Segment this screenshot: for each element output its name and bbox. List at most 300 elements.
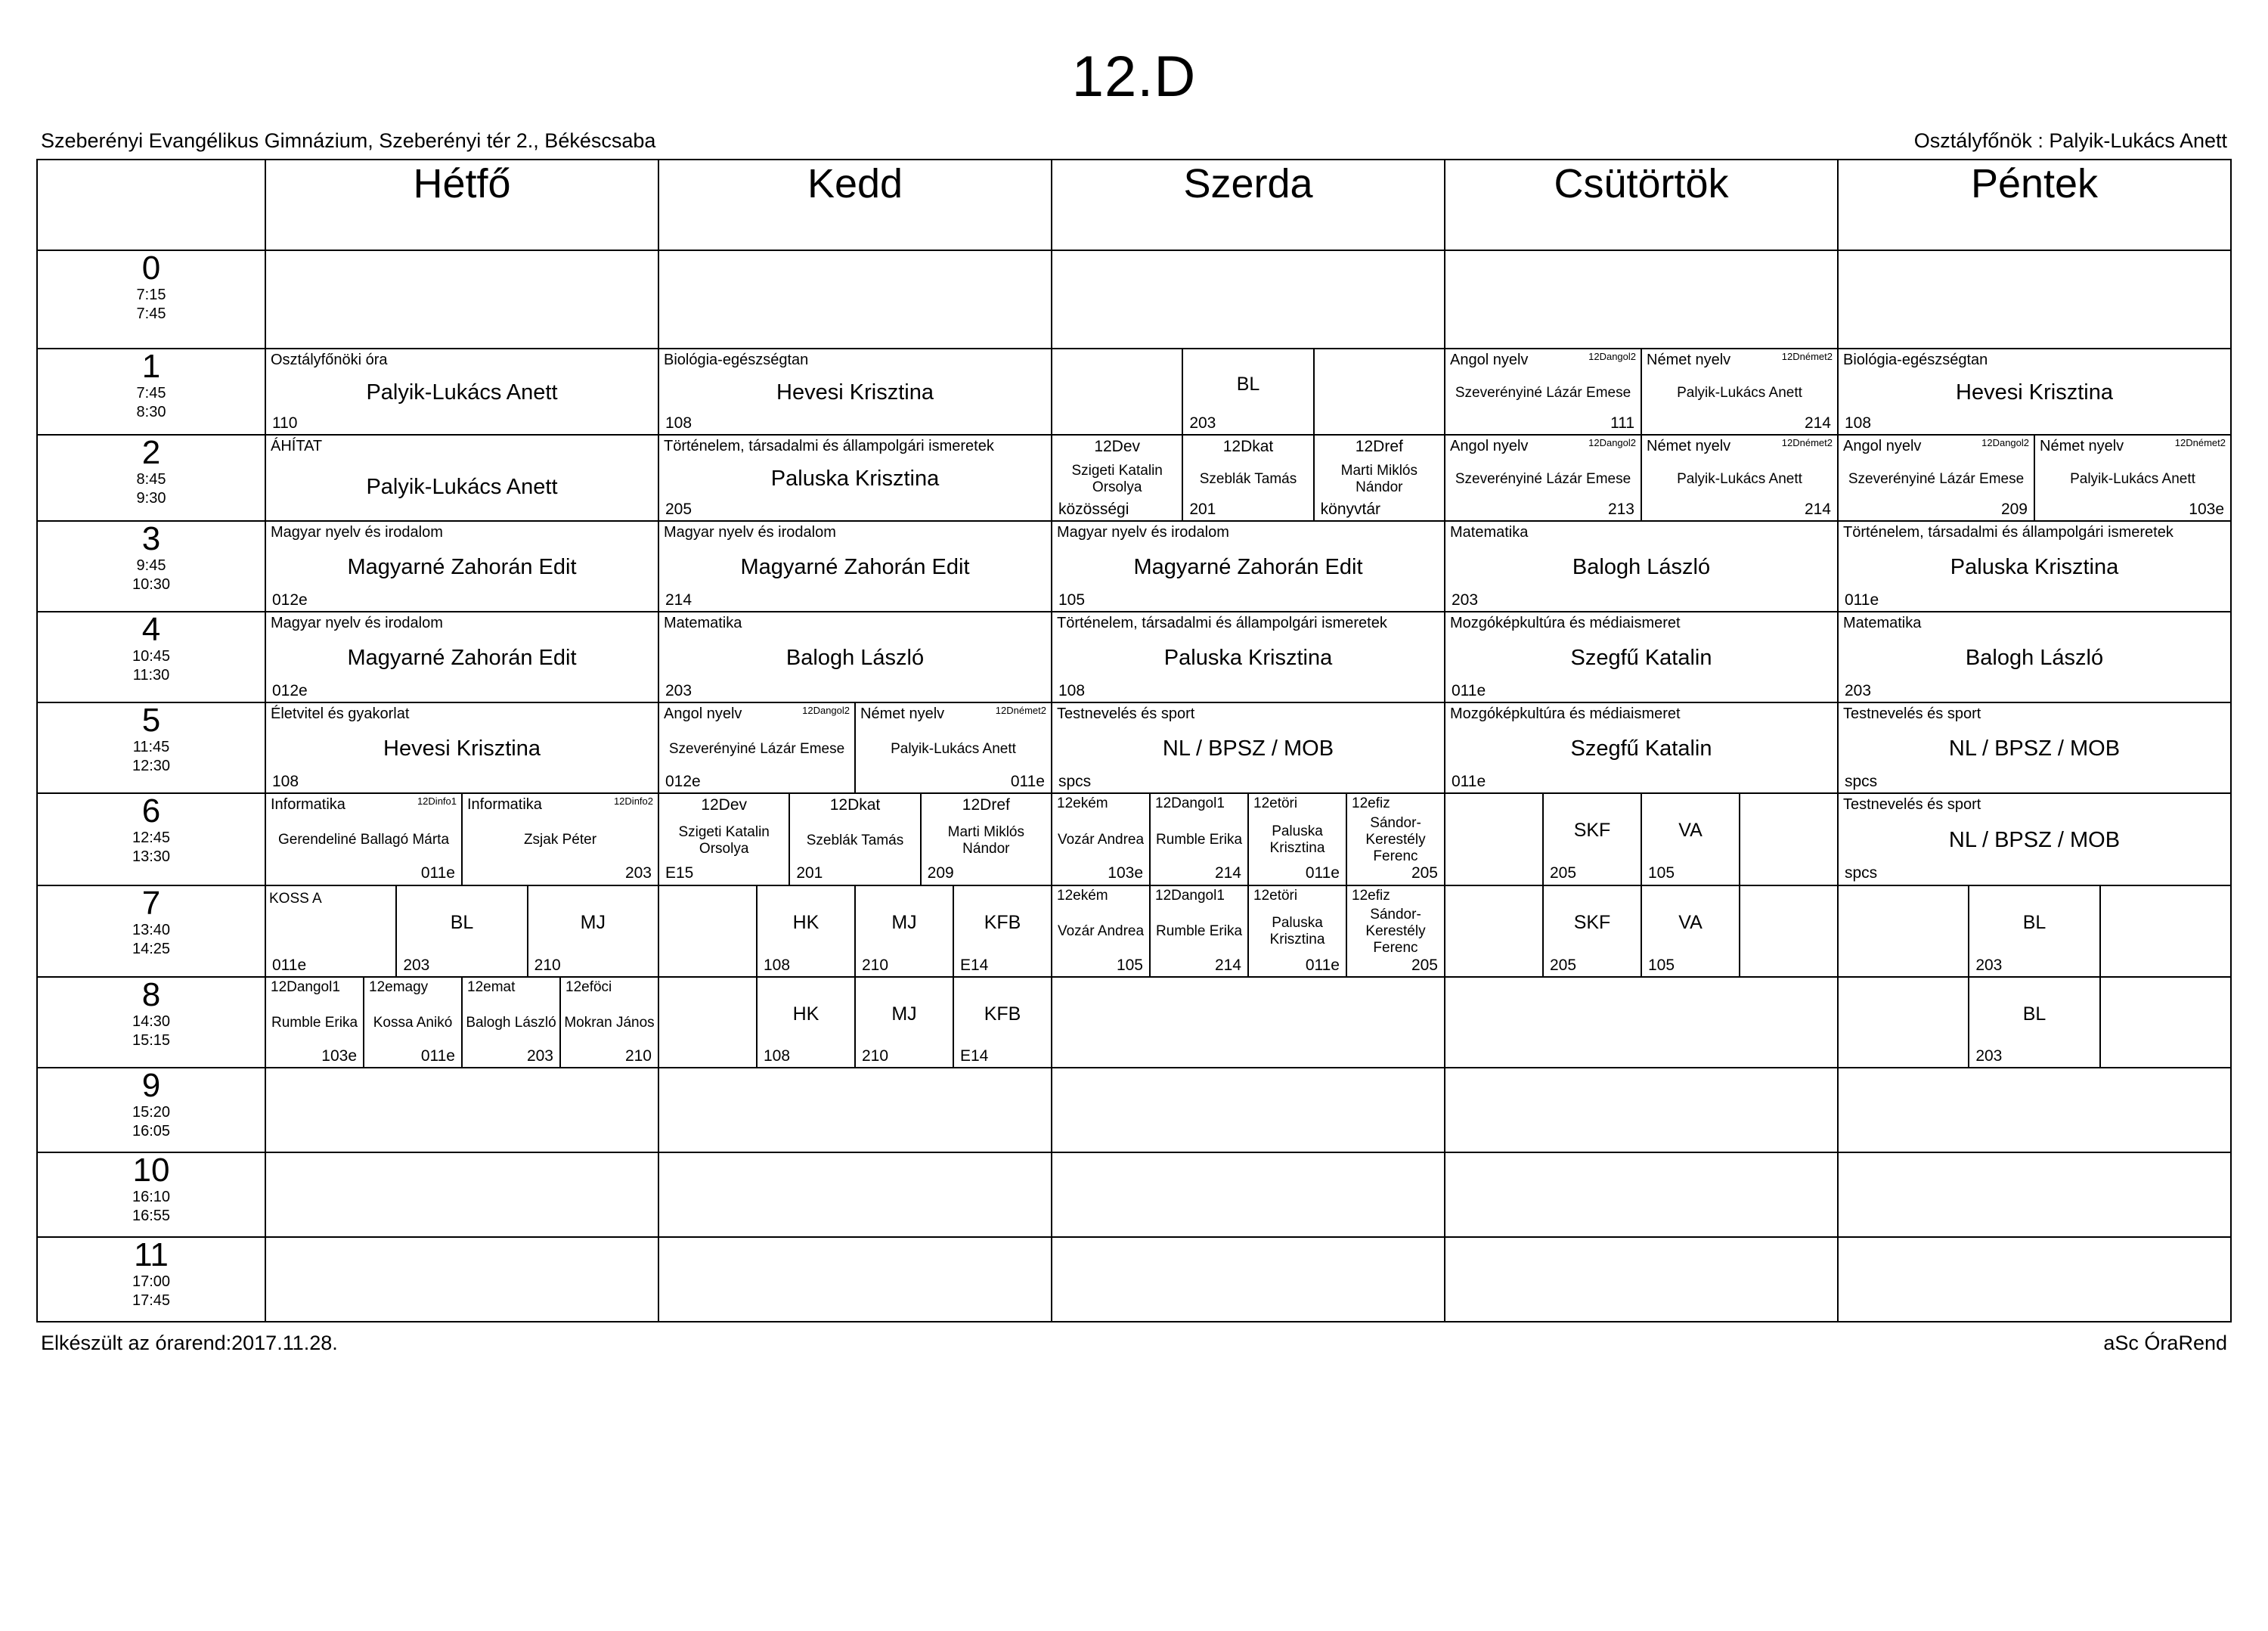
lesson-room: 012e [272, 681, 308, 699]
lesson-cell-wed-11[interactable] [1052, 1237, 1445, 1322]
lesson-teacher [2101, 978, 2230, 1065]
lesson-segment[interactable] [1052, 349, 1183, 434]
lesson-segment[interactable] [1740, 886, 1837, 977]
period-number: 8 [141, 976, 161, 1014]
lesson-segment[interactable] [1052, 703, 1444, 792]
lesson-subject-row [1347, 794, 1444, 812]
lesson-subject: Történelem, társadalmi és állampolgári ismeretek [1057, 615, 1387, 631]
lesson-teacher: Szeblák Tamás [806, 832, 904, 848]
lesson-teacher: Sándor-Kerestély Ferenc [1365, 907, 1426, 957]
lesson-cell-tue-4[interactable] [658, 612, 1052, 702]
lesson-group: 12etöri [1253, 887, 1298, 904]
lesson-teacher: Hevesi Krisztina [1956, 380, 2113, 405]
lesson-subject-row [1052, 612, 1444, 631]
lesson-subject: 12emagy [369, 979, 429, 996]
lesson-cell-fri-8[interactable] [1838, 977, 2231, 1068]
lesson-subject: Matematika [664, 615, 742, 631]
lesson-segment[interactable] [1839, 703, 2230, 792]
lesson-segment[interactable] [659, 978, 758, 1067]
lesson-room [2101, 974, 2230, 976]
lesson-teacher: Marti Miklós Nándor [1340, 463, 1418, 495]
lesson-subject-row [266, 978, 363, 996]
lesson-cell-wed-10[interactable] [1052, 1152, 1445, 1237]
lesson-subject-row [1642, 436, 1837, 454]
lesson-cell-mon-10[interactable] [265, 1152, 658, 1237]
lesson-cell-thu-6[interactable] [1445, 793, 1838, 885]
lesson-segment[interactable] [1052, 522, 1444, 611]
lesson-room: E14 [960, 1047, 989, 1065]
lesson-teacher: Palyik-Lukács Anett [2070, 470, 2195, 487]
lesson-cell-tue-2[interactable] [658, 435, 1052, 521]
lesson-teacher: NL / BPSZ / MOB [1948, 827, 2121, 852]
lesson-room: E14 [960, 956, 989, 974]
lesson-teacher [1740, 886, 1837, 975]
lesson-segment[interactable] [266, 886, 397, 977]
lesson-teacher: BL [1236, 374, 1260, 395]
lesson-teacher: Sándor-Kerestély Ferenc [1365, 814, 1426, 864]
table-row [37, 612, 2231, 702]
lesson-segment[interactable] [266, 349, 658, 434]
lesson-cell-thu-1[interactable] [1445, 349, 1838, 435]
lesson-cell-fri-2[interactable] [1838, 435, 2231, 521]
lesson-teacher: HK [792, 1003, 820, 1025]
lesson-teacher: Balogh László [1965, 645, 2104, 670]
table-row [37, 977, 2231, 1068]
lesson-cell-thu-5[interactable] [1445, 702, 1838, 793]
lesson-teacher: Paluska Krisztina [1163, 645, 1333, 670]
lesson-cell-wed-2[interactable] [1052, 435, 1445, 521]
lesson-teacher: BL [450, 911, 474, 933]
lesson-group: 12Dkat [829, 796, 881, 814]
lesson-room: 203 [1452, 591, 1479, 609]
lesson-subject-row [659, 794, 789, 814]
lesson-cell-mon-2[interactable] [265, 435, 658, 521]
period-10-time [37, 1152, 265, 1237]
lesson-room: közösségi [1058, 500, 1129, 518]
lesson-segment[interactable] [266, 703, 658, 792]
lesson-cell-fri-7[interactable] [1838, 885, 2231, 978]
lesson-cell-fri-11[interactable] [1838, 1237, 2231, 1322]
lesson-cell-thu-10[interactable] [1445, 1152, 1838, 1237]
lesson-room: 011e [1010, 772, 1045, 790]
lesson-segment[interactable] [954, 886, 1051, 977]
period-end: 17:45 [132, 1292, 171, 1310]
lesson-teacher: Marti Miklós Nándor [947, 823, 1024, 857]
lesson-teacher [1445, 886, 1542, 975]
lesson-cell-thu-4[interactable] [1445, 612, 1838, 702]
lesson-subject-row [856, 703, 1051, 722]
lesson-room [1052, 432, 1182, 434]
lesson-room: 203 [665, 681, 692, 699]
lesson-segment[interactable] [659, 703, 856, 792]
lesson-subject-row [659, 703, 854, 722]
period-end: 10:30 [132, 576, 171, 594]
lesson-cell-mon-9[interactable] [265, 1068, 658, 1152]
lesson-cell-tue-11[interactable] [658, 1237, 1052, 1322]
lesson-subject-row [1052, 794, 1149, 812]
lesson-subject-row [463, 978, 559, 996]
lesson-subject-row [922, 794, 1051, 814]
lesson-segment[interactable] [1839, 978, 1969, 1067]
lesson-segment[interactable] [659, 436, 1051, 520]
lesson-room: 108 [764, 956, 791, 974]
lesson-room: 011e [272, 956, 307, 974]
lesson-room: 011e [1452, 772, 1486, 790]
lesson-teacher: Hevesi Krisztina [776, 380, 934, 405]
lesson-segment[interactable] [1642, 436, 1837, 520]
lesson-subject-row [659, 522, 1051, 541]
lesson-room [659, 1065, 756, 1067]
table-row [37, 435, 2231, 521]
lesson-room: 105 [1648, 956, 1675, 974]
lesson-segment[interactable] [659, 886, 758, 977]
day-header-thursday: Csütörtök [1445, 160, 1838, 250]
lesson-teacher: Magyarné Zahorán Edit [347, 554, 577, 579]
lesson-segment[interactable] [266, 794, 463, 885]
lesson-room: 205 [665, 500, 692, 518]
lesson-segment[interactable] [1839, 886, 1969, 977]
lesson-cell-fri-1[interactable] [1838, 349, 2231, 435]
lesson-room: 205 [1550, 956, 1577, 974]
lesson-segment[interactable] [1052, 886, 1151, 977]
lesson-cell-mon-0[interactable] [265, 250, 658, 349]
lesson-segment[interactable] [1249, 886, 1347, 977]
lesson-cell-thu-9[interactable] [1445, 1068, 1838, 1152]
lesson-subject: Testnevelés és sport [1057, 705, 1195, 722]
lesson-group: 12ekém [1057, 887, 1108, 904]
lesson-segment[interactable] [1839, 436, 2035, 520]
lesson-segment[interactable] [659, 612, 1051, 702]
lesson-cell-tue-0[interactable] [658, 250, 1052, 349]
lesson-segment[interactable] [2035, 436, 2230, 520]
lesson-subject: Magyar nyelv és irodalom [271, 615, 443, 631]
lesson-subject: Német nyelv [860, 705, 945, 722]
lesson-segment[interactable] [266, 978, 364, 1067]
lesson-room: 111 [1610, 414, 1634, 432]
table-row [37, 1152, 2231, 1237]
lesson-cell-mon-5[interactable] [265, 702, 658, 793]
lesson-subject-row [1839, 794, 2230, 813]
lesson-teacher [2101, 886, 2230, 975]
lesson-cell-thu-8[interactable] [1445, 977, 1838, 1068]
lesson-cell-mon-7[interactable] [265, 885, 658, 978]
lesson-room: 203 [1845, 681, 1872, 699]
lesson-teacher: MJ [580, 911, 606, 933]
lesson-cell-fri-6[interactable] [1838, 793, 2231, 885]
lesson-cell-fri-3[interactable] [1838, 521, 2231, 612]
lesson-segment[interactable] [266, 522, 658, 611]
lesson-segment[interactable] [1052, 436, 1183, 520]
lesson-segment[interactable] [561, 978, 658, 1067]
table-row [37, 349, 2231, 435]
lesson-teacher: SKF [1573, 820, 1611, 842]
lesson-teacher: Gerendeliné Ballagó Márta [277, 832, 450, 848]
period-5-time [37, 702, 265, 793]
lesson-cell-fri-4[interactable] [1838, 612, 2231, 702]
lesson-cell-thu-11[interactable] [1445, 1237, 1838, 1322]
period-8-time [37, 977, 265, 1068]
lesson-subject-row [1347, 886, 1444, 904]
period-number: 6 [141, 792, 161, 829]
lesson-room: 103e [2189, 500, 2224, 518]
lesson-group: 12Dnémet2 [1781, 437, 1833, 448]
page-title: 12.D [1071, 45, 1197, 109]
lesson-segment[interactable] [1839, 794, 2230, 885]
lesson-cell-wed-4[interactable] [1052, 612, 1445, 702]
lesson-cell-fri-10[interactable] [1838, 1152, 2231, 1237]
lesson-segment[interactable] [1642, 886, 1740, 977]
lesson-subject-row [790, 794, 919, 814]
lesson-cell-wed-7[interactable] [1052, 885, 1445, 978]
lesson-subject: Angol nyelv [664, 705, 742, 722]
lesson-cell-tue-8[interactable] [658, 977, 1052, 1068]
day-header-monday: Hétfő [265, 160, 658, 250]
lesson-segment[interactable] [463, 978, 561, 1067]
lesson-segment[interactable] [856, 886, 954, 977]
lesson-cell-wed-0[interactable] [1052, 250, 1445, 349]
lesson-room: 203 [403, 956, 430, 974]
lesson-segment[interactable] [2101, 978, 2230, 1067]
school-name: Szeberényi Evangélikus Gimnázium, Szeberényi tér 2., Békéscsaba [41, 129, 656, 152]
lesson-room: 203 [526, 1047, 553, 1065]
lesson-segment[interactable] [1052, 612, 1444, 702]
lesson-cell-tue-9[interactable] [658, 1068, 1052, 1152]
corner-header [37, 160, 265, 250]
lesson-segment[interactable] [1839, 349, 2230, 434]
lesson-cell-thu-2[interactable] [1445, 435, 1838, 521]
lesson-segment[interactable] [856, 703, 1051, 792]
lesson-teacher: Palyik-Lukács Anett [891, 740, 1016, 757]
lesson-cell-mon-11[interactable] [265, 1237, 658, 1322]
period-number: 7 [141, 884, 161, 922]
lesson-cell-thu-0[interactable] [1445, 250, 1838, 349]
lesson-teacher [1052, 352, 1182, 432]
lesson-segment[interactable] [1183, 349, 1314, 434]
lesson-segment[interactable] [1445, 436, 1642, 520]
period-6-time [37, 793, 265, 885]
lesson-segment[interactable] [1445, 522, 1837, 611]
lesson-teacher: Zsjak Péter [523, 832, 597, 848]
period-4-time [37, 612, 265, 702]
lesson-room [1445, 974, 1542, 976]
table-row [37, 521, 2231, 612]
lesson-subject-row [1052, 886, 1149, 904]
lesson-teacher: Rumble Erika [271, 1015, 358, 1031]
lesson-room: 203 [1975, 956, 2003, 974]
lesson-segment[interactable] [463, 794, 658, 885]
lesson-segment[interactable] [1183, 436, 1314, 520]
lesson-cell-wed-9[interactable] [1052, 1068, 1445, 1152]
lesson-segment[interactable] [1445, 886, 1544, 977]
period-end: 13:30 [132, 848, 171, 866]
lesson-segment[interactable] [856, 978, 954, 1067]
lesson-subject-row [2035, 436, 2230, 454]
period-end: 12:30 [132, 758, 171, 775]
lesson-room: 012e [272, 591, 308, 609]
lesson-segment[interactable] [1315, 349, 1444, 434]
lesson-segment[interactable] [1969, 886, 2100, 977]
lesson-cell-tue-3[interactable] [658, 521, 1052, 612]
lesson-cell-mon-4[interactable] [265, 612, 658, 702]
lesson-room: 201 [796, 864, 823, 882]
lesson-cell-tue-5[interactable] [658, 702, 1052, 793]
lesson-group: 12Dnémet2 [2174, 437, 2226, 448]
lesson-subject-row [266, 349, 658, 368]
lesson-group: 12Dref [1355, 438, 1403, 455]
lesson-cell-wed-3[interactable] [1052, 521, 1445, 612]
lesson-room [1839, 974, 1968, 976]
lesson-group: 12Dinfo2 [613, 795, 653, 807]
lesson-subject: Magyar nyelv és irodalom [664, 524, 836, 541]
lesson-teacher: SKF [1573, 911, 1611, 933]
lesson-segment[interactable] [1347, 886, 1444, 977]
lesson-segment[interactable] [758, 978, 856, 1067]
lesson-subject: Osztályfőnöki óra [271, 352, 388, 368]
lesson-segment[interactable] [758, 886, 856, 977]
lesson-segment[interactable] [659, 349, 1051, 434]
period-number: 5 [141, 702, 161, 739]
period-start: 7:45 [136, 385, 166, 402]
lesson-segment[interactable] [1315, 436, 1444, 520]
lesson-cell-mon-3[interactable] [265, 521, 658, 612]
lesson-segment[interactable] [266, 612, 658, 702]
lesson-teacher: Vozár Andrea [1057, 831, 1145, 848]
lesson-room: 011e [420, 1047, 455, 1065]
lesson-cell-thu-7[interactable] [1445, 885, 1838, 978]
lesson-segment[interactable] [1544, 794, 1642, 885]
lesson-segment[interactable] [1151, 886, 1249, 977]
lesson-subject-row [266, 522, 658, 541]
lesson-cell-mon-1[interactable] [265, 349, 658, 435]
lesson-segment[interactable] [1445, 349, 1642, 434]
lesson-room: 011e [1452, 681, 1486, 699]
lesson-cell-thu-3[interactable] [1445, 521, 1838, 612]
lesson-subject-row [266, 703, 658, 722]
lesson-subject-row [1249, 794, 1346, 812]
period-start: 11:45 [132, 739, 170, 756]
lesson-cell-wed-1[interactable] [1052, 349, 1445, 435]
lesson-teacher: Magyarné Zahorán Edit [1133, 554, 1363, 579]
lesson-group: 12Dangol1 [1155, 887, 1225, 904]
lesson-teacher: Paluska Krisztina [770, 466, 940, 491]
timetable [36, 159, 2232, 1322]
lesson-subject: 12eföci [565, 979, 612, 996]
lesson-room: 011e [1305, 864, 1340, 882]
lesson-segment[interactable] [1839, 522, 2230, 611]
lesson-cell-wed-5[interactable] [1052, 702, 1445, 793]
lesson-group: 12Dnémet2 [1781, 351, 1833, 362]
lesson-subject: 12emat [467, 979, 516, 996]
lesson-subject: Angol nyelv [1450, 352, 1529, 368]
lesson-teacher: Rumble Erika [1155, 831, 1243, 848]
lesson-cell-wed-8[interactable] [1052, 977, 1445, 1068]
lesson-room: 209 [927, 864, 954, 882]
lesson-subject: Matematika [1843, 615, 1922, 631]
lesson-segment[interactable] [659, 522, 1051, 611]
period-0-time [37, 250, 265, 349]
lesson-room: spcs [1845, 864, 1878, 882]
lesson-segment[interactable] [364, 978, 463, 1067]
lesson-segment[interactable] [266, 436, 658, 520]
lesson-cell-tue-6[interactable] [658, 793, 1052, 885]
lesson-segment[interactable] [954, 978, 1051, 1067]
table-row [37, 1237, 2231, 1322]
lesson-segment[interactable] [1249, 794, 1347, 885]
lesson-group: 12Dkat [1222, 438, 1274, 455]
lesson-segment[interactable] [1151, 794, 1249, 885]
period-number: 2 [141, 434, 161, 471]
lesson-cell-mon-8[interactable] [265, 977, 658, 1068]
lesson-teacher: Palyik-Lukács Anett [366, 475, 558, 500]
lesson-subject: Magyar nyelv és irodalom [271, 524, 443, 541]
lesson-segment[interactable] [528, 886, 658, 977]
lesson-segment[interactable] [1839, 612, 2230, 702]
period-number: 0 [141, 250, 161, 287]
lesson-teacher [659, 886, 756, 975]
period-end: 16:55 [132, 1208, 171, 1225]
lesson-teacher [1445, 794, 1542, 882]
lesson-cell-fri-5[interactable] [1838, 702, 2231, 793]
lesson-segment[interactable] [1740, 794, 1837, 885]
lesson-subject: Testnevelés és sport [1843, 796, 1981, 813]
day-header-friday: Péntek [1838, 160, 2231, 250]
period-end: 11:30 [132, 667, 170, 684]
lesson-segment[interactable] [1445, 612, 1837, 702]
lesson-subject-row [1839, 349, 2230, 368]
lesson-segment[interactable] [659, 794, 790, 885]
lesson-room: 105 [1058, 591, 1086, 609]
lesson-segment[interactable] [1347, 794, 1444, 885]
lesson-subject-row [1445, 612, 1837, 631]
period-11-time [37, 1237, 265, 1322]
lesson-segment[interactable] [1052, 794, 1151, 885]
lesson-cell-tue-1[interactable] [658, 349, 1052, 435]
lesson-segment[interactable] [2101, 886, 2230, 977]
lesson-subject-row [266, 794, 461, 813]
lesson-teacher [1839, 978, 1968, 1065]
lesson-segment[interactable] [1445, 794, 1544, 885]
lesson-cell-tue-10[interactable] [658, 1152, 1052, 1237]
lesson-room: 103e [321, 1047, 357, 1065]
period-3-time [37, 521, 265, 612]
lesson-segment[interactable] [397, 886, 528, 977]
lesson-segment[interactable] [1544, 886, 1642, 977]
lesson-room [266, 518, 658, 520]
lesson-segment[interactable] [1642, 794, 1740, 885]
lesson-cell-wed-6[interactable] [1052, 793, 1445, 885]
lesson-teacher: Vozár Andrea [1057, 923, 1145, 940]
lesson-group: 12Dnémet2 [995, 705, 1046, 716]
lesson-segment[interactable] [1445, 703, 1837, 792]
lesson-segment[interactable] [1642, 349, 1837, 434]
lesson-segment[interactable] [922, 794, 1051, 885]
lesson-teacher: MJ [891, 911, 917, 933]
lesson-teacher [1839, 886, 1968, 975]
lesson-room: 110 [272, 414, 298, 432]
lesson-cell-mon-6[interactable] [265, 793, 658, 885]
lesson-teacher: VA [1678, 911, 1703, 933]
lesson-room [1445, 882, 1542, 885]
lesson-cell-fri-9[interactable] [1838, 1068, 2231, 1152]
lesson-teacher: KFB [984, 911, 1021, 933]
lesson-cell-fri-0[interactable] [1838, 250, 2231, 349]
lesson-room: 205 [1550, 864, 1577, 882]
lesson-segment[interactable] [790, 794, 921, 885]
period-start: 8:45 [136, 471, 166, 488]
lesson-segment[interactable] [1969, 978, 2100, 1067]
lesson-cell-tue-7[interactable] [658, 885, 1052, 978]
lesson-room: 214 [1214, 956, 1241, 974]
